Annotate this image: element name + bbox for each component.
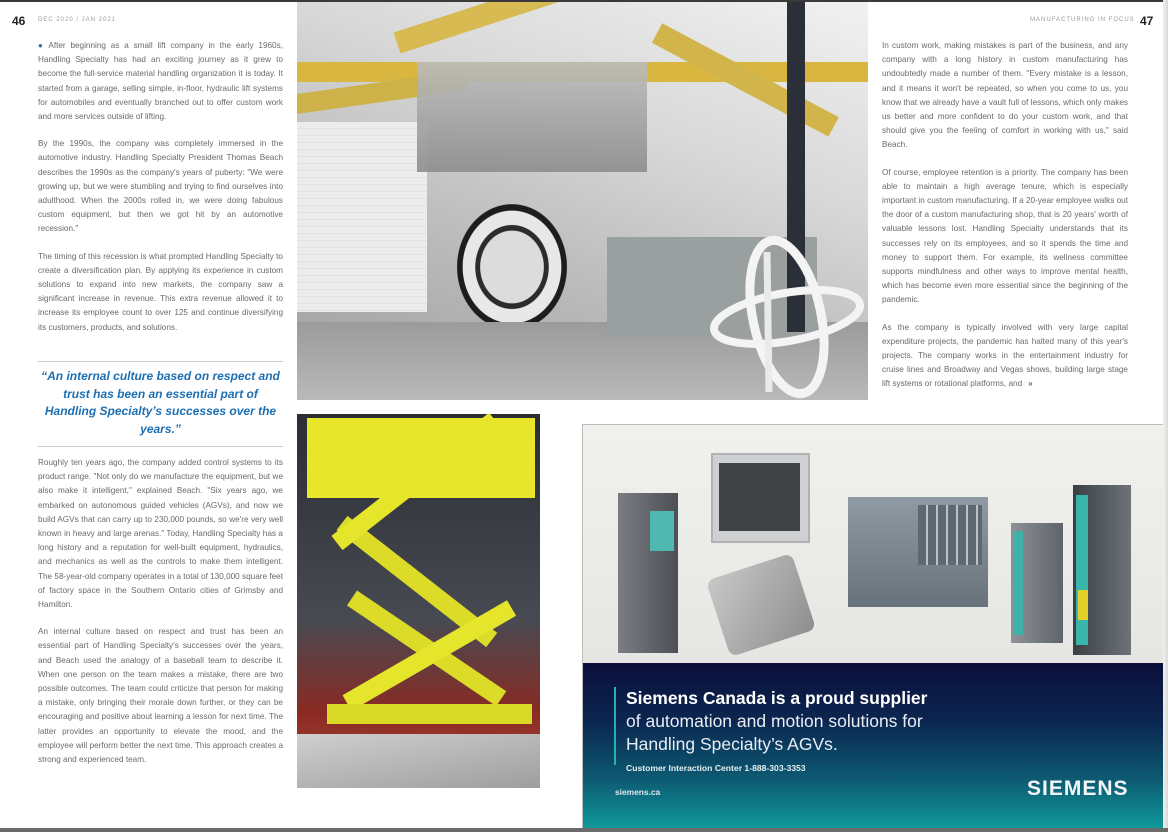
left-column-bottom bbox=[38, 456, 283, 780]
page-edge bbox=[1163, 0, 1168, 832]
running-head-left: DEC 2020 / JAN 2021 bbox=[38, 17, 117, 23]
product-lineup bbox=[583, 425, 1168, 663]
running-head-right: MANUFACTURING IN FOCUS bbox=[1030, 17, 1135, 23]
right-column bbox=[882, 39, 1128, 405]
paragraph: ● After beginning as a small lift company in the early 1960s, Handling Specialty has had an exciting journey as it grew to become the full-service material handling organization it is today. It started from a garage, selling simple, in-floor, hydraulic lift systems for automobiles and eventually branched out to offer custom work and more services outside of lifting. bbox=[38, 41, 283, 122]
accent-bar bbox=[614, 687, 616, 765]
ad-banner bbox=[583, 663, 1168, 829]
drive-unit-large-image bbox=[1073, 485, 1131, 655]
crane-beam bbox=[652, 23, 839, 136]
gear-motor-image bbox=[706, 553, 816, 657]
scissor-lift-photo bbox=[297, 414, 540, 788]
lifted-machine bbox=[417, 62, 647, 172]
paragraph: In custom work, making mistakes is part of the business, and any company with a long history in custom manufacturing has undoubtedly made a number of them. "Every mistake is a lesson, and it means it won't be repeated, so when you come to us, you know that we already have a vault full of lessons, which only makes us better and more confident to do your custom work, and that should give you the feeling of comfort in working with us," said Beach. bbox=[882, 41, 1128, 150]
ad-contact-phone: Customer Interaction Center 1-888-303-3353 bbox=[626, 763, 806, 773]
left-column-top bbox=[38, 39, 283, 348]
hmi-panel-image bbox=[711, 453, 810, 543]
servo-drive-image bbox=[618, 493, 678, 653]
bullet-icon: ● bbox=[38, 41, 46, 50]
ad-headline: Siemens Canada is a proud supplier bbox=[626, 688, 928, 708]
swirl-logo-icon bbox=[707, 232, 867, 400]
crane-photo bbox=[297, 2, 868, 400]
ad-url-link[interactable]: siemens.ca bbox=[615, 787, 661, 797]
siemens-logo: SIEMENS bbox=[1027, 777, 1129, 800]
siemens-advertisement[interactable] bbox=[582, 424, 1168, 830]
page-number-right: 47 bbox=[1140, 14, 1154, 28]
paragraph: An internal culture based on respect and trust has been an essential part of Handling Specialty's successes over the years, and Beach used the analogy of a baseball team to describe it. When one person on the team makes a mistake, there are two possible outcomes. The team could criticize that person for making a mistake, only bringing their morale down further, or they can be encouraging and positive about learning a lesson for next time. The latter provides an opportunity to elevate the mood, and the employee will perform better the next time. This approach creates a strong and experienced team. bbox=[38, 627, 283, 765]
paragraph: By the 1990s, the company was completely immersed in the automotive industry. Handling Specialty President Thomas Beach describes the 1990s as the company's years of puberty: "We were growing up, but we were stumbling and trying to find ourselves into adulthood. When the 2000s rolled in, we were doing fabulous custom equipment, but then we got hit by an automotive recession." bbox=[38, 139, 283, 234]
floor bbox=[297, 734, 540, 788]
bottom-border bbox=[0, 828, 1168, 832]
page-number-left: 46 bbox=[12, 14, 26, 28]
paragraph: Roughly ten years ago, the company added control systems to its product range. "Not only do we manufacture the equipment, but we also make it intelligent," explained Beach. "Six years ago, we embarked on autonomous guided vehicles (AGVs), and now we build AGVs that can carry up to 230,000 pounds, so we're very well known in heavy and large arenas." Today, Handling Specialty has a long history and a reputation for well-built equipment, hydraulics, and mechanics as well as the controls to make them intelligent. The 58-year-old company operates in a total of 130,000 square feet of factory space in the Southern Ontario cities of Grimsby and Hamilton. bbox=[38, 458, 283, 610]
paragraph: The timing of this recession is what prompted Handling Specialty to create a diversification plan. By applying its experience in custom solutions to expand into new markets, the company saw a significant increase in revenue. This extra revenue allowed it to increase its employee count to over 125 and continue diversifying its customers, products, and solutions. bbox=[38, 251, 283, 332]
paragraph: As the company is typically involved with very large capital expenditure projects, the pandemic has halted many of this year's projects. The company works in the entertainment industry for cruise lines and Broadway and Vegas shows, building large stage lift systems or rotational platforms, and » bbox=[882, 322, 1128, 389]
paragraph: Of course, employee retention is a priority. The company has been able to maintain a high average tenure, which is especially important in custom manufacturing. If a 20-year employee walks out the door of a custom manufacturing shop, that is 20 years' worth of valuable lessons lost. Handling Specialty understands that its successes rely on its employees, and so it spends the time and money to support them. For example, its wellness committee supports mindfulness and other ways to improve mental health, which has become even more essential since the beginning of the pandemic. bbox=[882, 167, 1128, 305]
continue-arrow-icon: » bbox=[1028, 379, 1033, 389]
ad-subline: of automation and motion solutions for Handling Specialty’s AGVs. bbox=[626, 711, 923, 754]
plc-controller-image bbox=[848, 497, 988, 607]
lift-base bbox=[327, 704, 532, 724]
hangar-door bbox=[297, 122, 427, 312]
pull-quote: “An internal culture based on respect and trust has been an essential part of Handling Specialty’s successes over the years.” bbox=[38, 361, 283, 447]
drive-unit-image bbox=[1011, 523, 1063, 643]
